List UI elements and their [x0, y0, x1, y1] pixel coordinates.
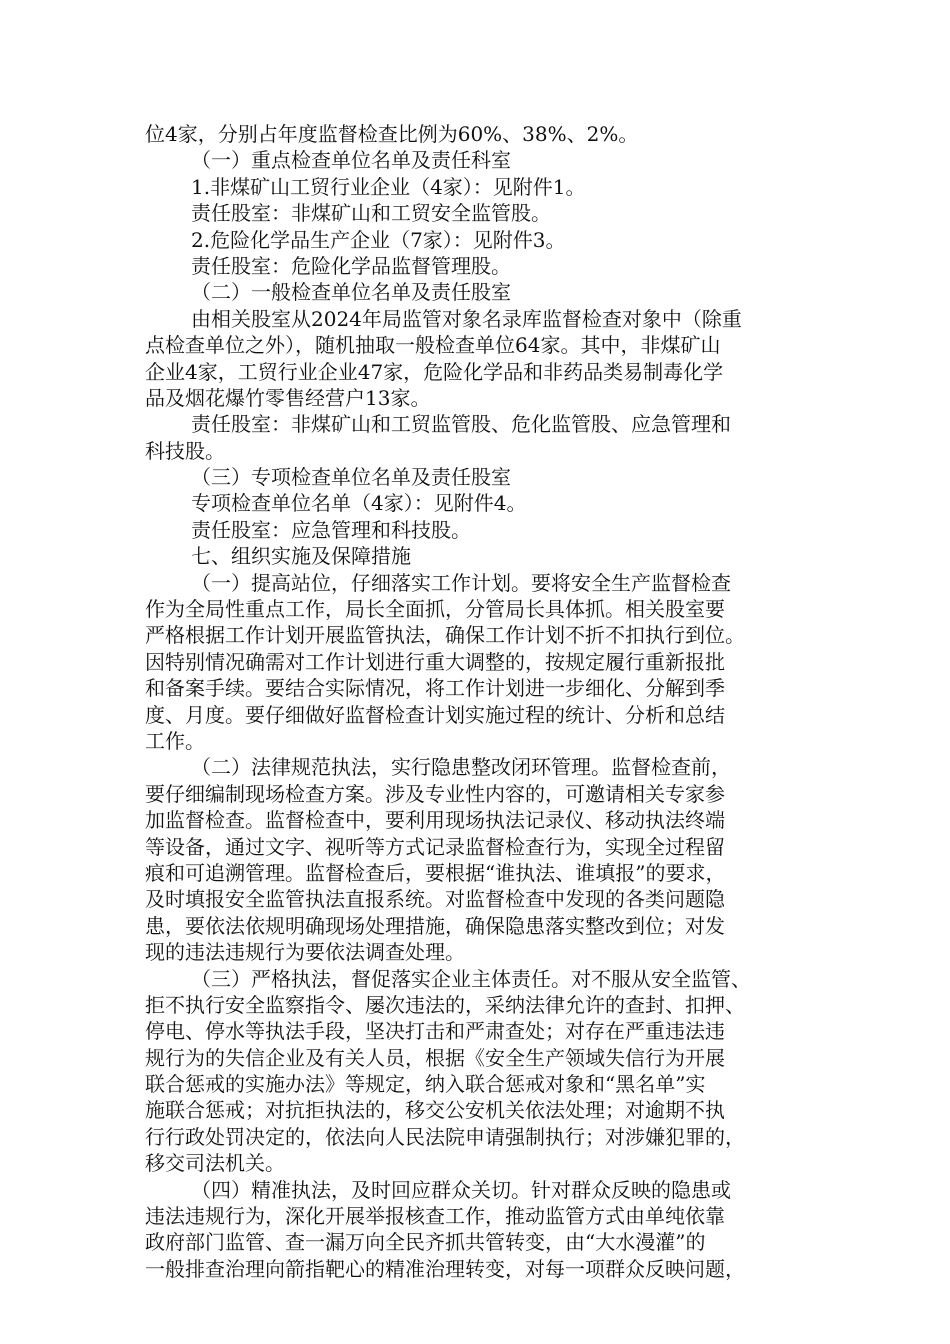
text-line: 责任股室：非煤矿山和工贸监管股、危化监管股、应急管理和: [191, 412, 731, 437]
text-line: 严格根据工作计划开展监管执法，确保工作计划不折不扣执行到位。: [145, 623, 745, 648]
text-line: 专项检查单位名单（4家）：见附件4。: [191, 491, 527, 516]
text-line: 政府部门监管、查一漏万向全民齐抓共管转变，由“大水漫灌”的: [145, 1230, 706, 1255]
text-line: 等设备，通过文字、视听等方式记录监督检查行为，实现全过程留: [145, 834, 725, 859]
text-line: 行行政处罚决定的，依法向人民法院申请强制执行；对涉嫌犯罪的，: [145, 1124, 745, 1149]
text-line: 规行为的失信企业及有关人员，根据《安全生产领域失信行为开展: [145, 1045, 725, 1070]
text-line: 联合惩戒的实施办法》等规定，纳入联合惩戒对象和“黑名单”实: [145, 1072, 706, 1097]
text-line: 和备案手续。要结合实际情况，将工作计划进一步细化、分解到季: [145, 676, 725, 701]
text-line: 拒不执行安全监察指令、屡次违法的，采纳法律允许的查封、扣押、: [145, 992, 745, 1017]
text-line: 1.非煤矿山工贸行业企业（4家）：见附件1。: [191, 174, 586, 199]
text-line: 工作。: [145, 728, 205, 753]
text-line: 违法违规行为，深化开展举报核查工作，推动监管方式由单纯依靠: [145, 1204, 725, 1229]
text-line: 度、月度。要仔细做好监督检查计划实施过程的统计、分析和总结: [145, 702, 725, 727]
text-line: （四）精准执法，及时回应群众关切。针对群众反映的隐患或: [191, 1177, 731, 1202]
text-line: 现的违法违规行为要依法调查处理。: [145, 940, 465, 965]
text-line: 责任股室：危险化学品监督管理股。: [191, 253, 511, 278]
text-line: 位4家，分别占年度监督检查比例为60%、38%、2%。: [145, 122, 639, 146]
text-line: （一）提高站位，仔细落实工作计划。要将安全生产监督检查: [191, 570, 731, 595]
text-line: 点检查单位之外），随机抽取一般检查单位64家。其中，非煤矿山: [145, 333, 721, 358]
text-line: 责任股室：非煤矿山和工贸安全监管股。: [191, 201, 551, 226]
text-line: 一般排查治理向箭指靶心的精准治理转变，对每一项群众反映问题，: [145, 1256, 745, 1281]
document-body: [145, 121, 825, 1282]
text-line: （二）一般检查单位名单及责任股室: [191, 280, 511, 305]
text-line: 移交司法机关。: [145, 1151, 285, 1176]
text-line: 要仔细编制现场检查方案。涉及专业性内容的，可邀请相关专家参: [145, 781, 725, 806]
text-line: 及时填报安全监管执法直报系统。对监督检查中发现的各类问题隐: [145, 887, 725, 912]
text-line: 加监督检查。监督检查中，要利用现场执法记录仪、移动执法终端: [145, 808, 725, 833]
text-line: 品及烟花爆竹零售经营户13家。: [145, 385, 431, 410]
text-line: 七、组织实施及保障措施: [191, 544, 411, 569]
text-line: 患，要依法依规明确现场处理措施，确保隐患落实整改到位；对发: [145, 913, 725, 938]
text-line: （一）重点检查单位名单及责任科室: [191, 148, 511, 173]
text-line: 施联合惩戒；对抗拒执法的，移交公安机关依法处理；对逾期不执: [145, 1098, 725, 1123]
text-line: （三）专项检查单位名单及责任股室: [191, 465, 511, 490]
text-line: （二）法律规范执法，实行隐患整改闭环管理。监督检查前，: [191, 755, 731, 780]
text-line: 责任股室：应急管理和科技股。: [191, 517, 471, 542]
text-line: 科技股。: [145, 438, 225, 463]
text-line: 由相关股室从2024年局监管对象名录库监督检查对象中（除重: [191, 306, 742, 331]
text-line: 企业4家，工贸行业企业47家，危险化学品和非药品类易制毒化学: [145, 359, 724, 384]
text-line: 停电、停水等执法手段，坚决打击和严肃查处；对存在严重违法违: [145, 1019, 725, 1044]
text-line: 痕和可追溯管理。监督检查后，要根据“谁执法、谁填报”的要求，: [145, 860, 726, 885]
text-line: 因特别情况确需对工作计划进行重大调整的，按规定履行重新报批: [145, 649, 725, 674]
text-line: 2.危险化学品生产企业（7家）：见附件3。: [191, 227, 566, 252]
text-line: （三）严格执法，督促落实企业主体责任。对不服从安全监管、: [191, 966, 751, 991]
text-line: 作为全局性重点工作，局长全面抓，分管局长具体抓。相关股室要: [145, 597, 725, 622]
